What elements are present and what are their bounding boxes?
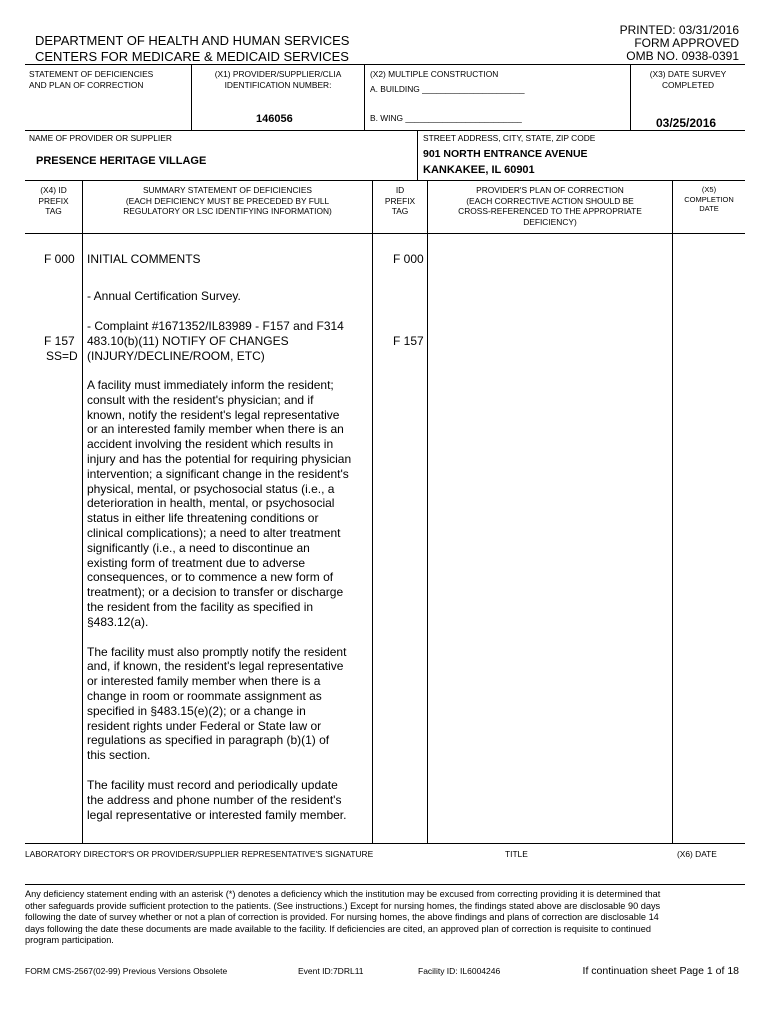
plan-header: PROVIDER'S PLAN OF CORRECTION (EACH CORRECTIVE ACTION SHOULD BE CROSS-REFERENCED TO THE APPROPRIATE DEFICIENCY) [458,185,642,227]
tag-f157-right: F 157 [393,334,424,348]
title-label: TITLE [505,849,528,859]
department-title: DEPARTMENT OF HEALTH AND HUMAN SERVICES [35,33,350,48]
regulation-line-1: 483.10(b)(11) NOTIFY OF CHANGES [87,334,289,348]
form-number: FORM CMS-2567(02-99) Previous Versions Obsolete [25,966,228,976]
signature-label: LABORATORY DIRECTOR'S OR PROVIDER/SUPPLIER REPRESENTATIVE'S SIGNATURE [25,849,374,859]
address-label: STREET ADDRESS, CITY, STATE, ZIP CODE [423,133,596,143]
page-number: If continuation sheet Page 1 of 18 [582,965,739,977]
severity-ssd: SS=D [46,349,78,363]
statement-label: STATEMENT OF DEFICIENCIES AND PLAN OF CORRECTION [29,69,154,90]
event-id: Event ID:7DRL11 [298,966,364,976]
facility-id: Facility ID: IL6004246 [418,966,501,976]
street-address: 901 NORTH ENTRANCE AVENUE [423,148,588,160]
x6-date-label: (X6) DATE [677,849,717,859]
disclosure-notice: Any deficiency statement ending with an asterisk (*) denotes a deficiency which the institution may be excused from correcting providing it is determined that other safeguards provide sufficient protection to the patients. (See instructions.) Except for nursing homes, the findings stated above are disclosable 90 days following the date of survey whether or not a plan of correction is provided. For nursing homes, the above findings and plans of correction are disclosable 14 days following the date these documents are made available to the facility. If deficiencies are cited, an approved plan of correction is requisite to continued program participation. [25,889,661,946]
omb-number: OMB NO. 0938-0391 [626,49,739,63]
complaint-line: - Complaint #1671352/IL83989 - F157 and F314 [87,319,344,333]
printed-date: PRINTED: 03/31/2016 [619,23,739,37]
tag-f000-right: F 000 [393,252,424,266]
x2-label: (X2) MULTIPLE CONSTRUCTION [370,69,499,79]
x5-header: (X5) COMPLETION DATE [684,185,734,213]
regulation-line-2: (INJURY/DECLINE/ROOM, ETC) [87,349,265,363]
summary-header: SUMMARY STATEMENT OF DEFICIENCIES (EACH DEFICIENCY MUST BE PRECEDED BY FULL REGULATORY OR LSC IDENTIFYING INFORMATION) [123,185,332,216]
building-line: A. BUILDING ______________________ [370,84,525,94]
centers-title: CENTERS FOR MEDICARE & MEDICAID SERVICES [35,49,349,64]
wing-line: B. WING _________________________ [370,113,522,123]
annual-survey: - Annual Certification Survey. [87,289,241,303]
tag-f157-left: F 157 [44,334,75,348]
paragraph-1: A facility must immediately inform the resident; consult with the resident's physician; and if known, notify the resident's legal representative or an interested family member when there is an accident involving the resident which results in injury and has the potential for requiring physician intervention; a significant change in the resident's physical, mental, or psychosocial status (i.e., a deterioration in health, mental, or psychosocial status in either life threatening conditions or clinical complications); a need to alter treatment significantly (i.e., a need to discontinue an existing form of treatment due to adverse consequences, or to commence a new form of treatment); or a decision to transfer or discharge the resident from the facility as specified in §483.12(a). [87,378,352,629]
form-approved: FORM APPROVED [634,36,739,50]
paragraph-3: The facility must record and periodically update the address and phone number of the resident's legal representative or interested family member. [87,777,347,822]
x4-header: (X4) ID PREFIX TAG [38,185,69,216]
paragraph-2: The facility must also promptly notify the resident and, if known, the resident's legal representative or interested family member when there is a change in room or roommate assignment as specified in §483.15(e)(2); or a change in resident rights under Federal or State law or regulations as specified in paragraph (b)(1) of this section. [87,644,347,763]
x1-label: (X1) PROVIDER/SUPPLIER/CLIA IDENTIFICATION NUMBER: [214,69,342,90]
survey-date: 03/25/2016 [656,116,717,130]
provider-name-label: NAME OF PROVIDER OR SUPPLIER [29,133,172,143]
deficiency-text [87,378,351,837]
provider-name: PRESENCE HERITAGE VILLAGE [36,155,207,167]
provider-id: 146056 [256,113,293,125]
id-header: ID PREFIX TAG [384,185,416,216]
city-state-zip: KANKAKEE, IL 60901 [423,164,535,176]
tag-f000-left: F 000 [44,252,75,266]
initial-comments: INITIAL COMMENTS [87,252,201,266]
x3-label: (X3) DATE SURVEY COMPLETED [649,69,727,90]
